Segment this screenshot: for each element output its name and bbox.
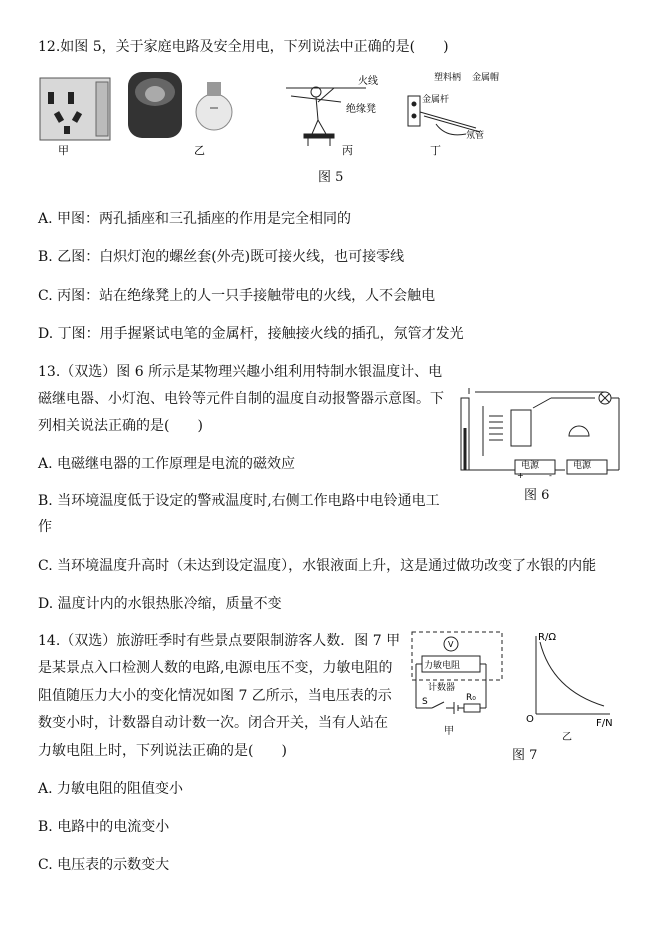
figure-6 [455, 388, 630, 478]
fig7-label-resistor: 力敏电阻 [424, 661, 461, 671]
q13-option-b-cont: 作 [38, 519, 52, 535]
q14-option-c: C. 电压表的示数变大 [38, 857, 170, 873]
q13-option-b: B. 当环境温度低于设定的警戒温度时,右侧工作电路中电铃通电工 [38, 493, 440, 509]
fig7-label-jia: 甲 [444, 726, 454, 737]
resistance-curve [540, 642, 604, 706]
q14-option-a: A. 力敏电阻的阻值变小 [38, 781, 184, 797]
q13-option-d: D. 温度计内的水银热胀冷缩，质量不变 [38, 596, 282, 612]
fig5-label-huoxian: 火线 [358, 76, 378, 87]
fig5-label-jueyuandeng: 绝缘凳 [346, 104, 376, 115]
figure-7 [400, 628, 630, 758]
person-on-stool-drawing [286, 87, 366, 146]
q12-option-c: C. 丙图：站在绝缘凳上的人一只手接触带电的火线，人不会触电 [38, 288, 436, 304]
fig6-label-power-1: 电源 [521, 461, 540, 471]
fig7-label-origin: O [526, 714, 534, 725]
q14-stem-line-2: 是某景点入口检测人数的电路,电源电压不变，力敏电阻的 [38, 660, 393, 676]
bell-symbol [569, 426, 589, 436]
fig6-label-power-2: 电源 [573, 461, 592, 471]
fig7-label-xaxis: F/N [596, 718, 613, 729]
fig5-label-nanguan: 氖管 [466, 131, 485, 141]
q14-stem-line-4: 数变小时，计数器自动计数一次。闭合开关，当有人站在 [38, 715, 388, 731]
fig5-label-jinshumao: 金属帽 [472, 73, 500, 83]
fig7-label-r0: R₀ [466, 693, 476, 703]
fig6-caption: 图 6 [524, 488, 550, 503]
q12-option-d: D. 丁图：用手握紧试电笔的金属杆，接触接火线的插孔，氖管才发光 [38, 326, 464, 342]
q14-stem-line-5: 力敏电阻上时，下列说法正确的是( ) [38, 743, 287, 759]
fig6-label-plus: + [517, 471, 524, 480]
fig5-label-ding: 丁 [430, 144, 441, 157]
fig7-label-voltmeter: V [448, 640, 454, 649]
fig7-caption: 图 7 [512, 748, 538, 763]
fig7-label-yaxis: R/Ω [538, 632, 556, 643]
fig5-label-bing: 丙 [342, 144, 353, 157]
q13-option-c: C. 当环境温度升高时（未达到设定温度），水银液面上升，这是通过做功改变了水银的内能 [38, 558, 597, 574]
fig7-label-counter: 计数器 [428, 683, 456, 693]
q14-stem-line-1: 14.（双选）旅游旺季时有些景点要限制游客人数．图 7 甲 [38, 633, 401, 649]
q12-option-a: A. 甲图：两孔插座和三孔插座的作用是完全相同的 [38, 211, 352, 227]
q12-option-b: B. 乙图：白炽灯泡的螺丝套(外壳)既可接火线，也可接零线 [38, 249, 405, 265]
q13-stem-line-1: 13.（双选）图 6 所示是某物理兴趣小组利用特制水银温度计、电 [38, 364, 443, 380]
q13-option-a: A. 电磁继电器的工作原理是电流的磁效应 [38, 456, 296, 472]
q13-stem-line-3: 列相关说法正确的是( ) [38, 418, 203, 434]
q12-stem: 12.如图 5，关于家庭电路及安全用电，下列说法中正确的是( ) [38, 39, 449, 55]
q14-option-b: B. 电路中的电流变小 [38, 819, 170, 835]
socket-panel-image [40, 78, 110, 140]
fig7-label-yi: 乙 [562, 732, 572, 743]
q14-stem-line-3: 阻值随压力大小的变化情况如图 7 乙所示，当电压表的示 [38, 688, 392, 704]
fig6-label-minus: - [549, 471, 552, 480]
fig5-label-yi: 乙 [194, 144, 205, 157]
fig5-label-suliaobing: 塑料柄 [434, 73, 462, 83]
lamp-holder-image [128, 72, 182, 138]
switch-symbol [432, 702, 444, 708]
relay-coil [489, 416, 503, 440]
figure-5 [36, 68, 500, 158]
light-bulb-image [196, 82, 232, 130]
fig5-label-jinshugan: 金属杆 [422, 95, 450, 105]
q13-stem-line-2: 磁继电器、小灯泡、电铃等元件自制的温度自动报警器示意图。下 [38, 391, 444, 407]
r0-resistor [464, 704, 480, 712]
fig7-label-switch: S [422, 697, 428, 707]
fig5-label-jia: 甲 [58, 144, 69, 157]
fig5-caption: 图 5 [318, 170, 344, 185]
